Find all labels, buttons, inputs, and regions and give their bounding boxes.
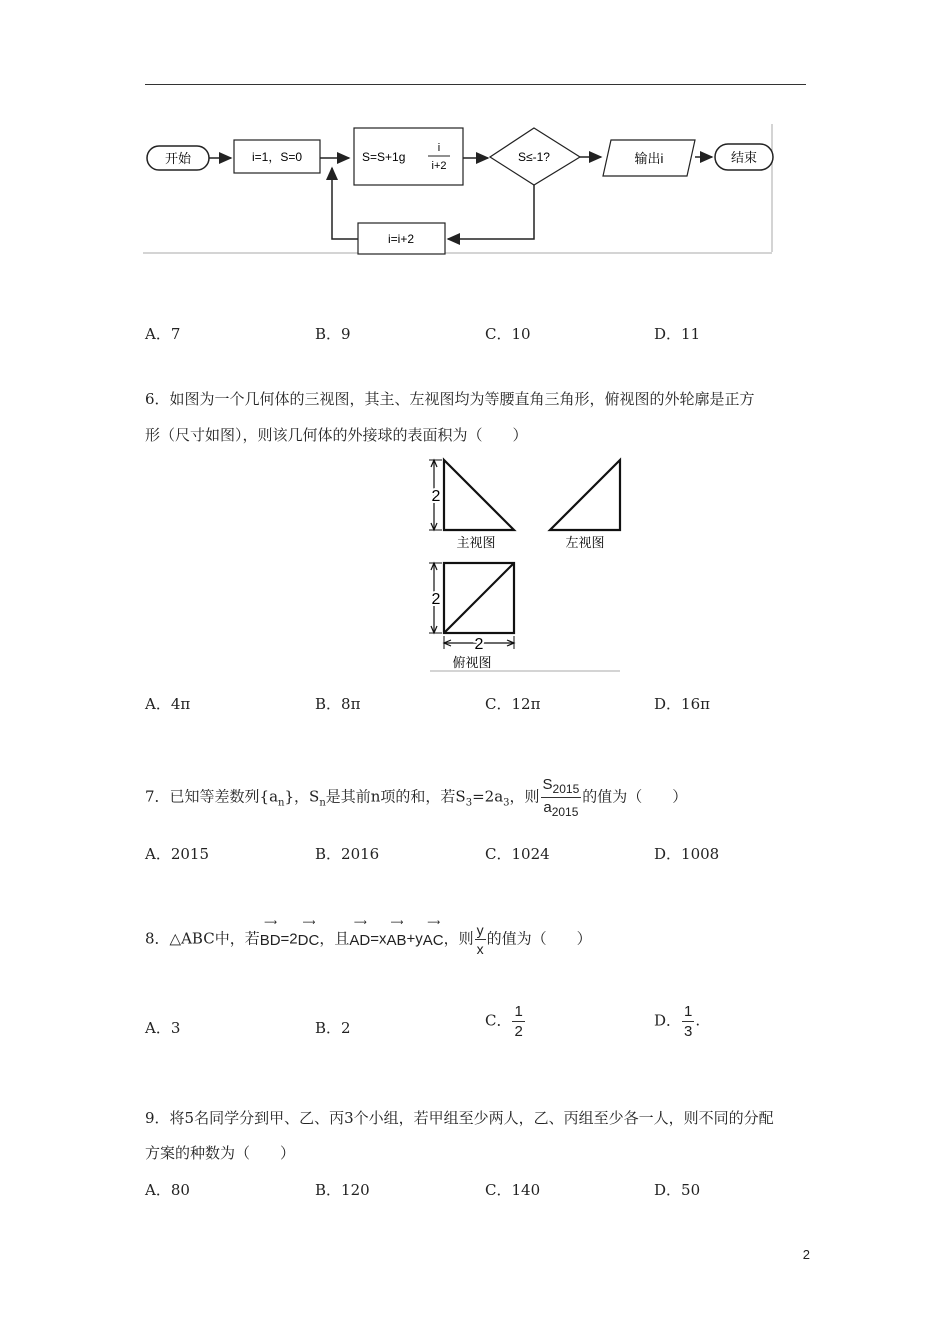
q9-line1: 9．将5名同学分到甲、乙、丙3个小组，若甲组至少两人，乙、丙组至少各一人，则不同的分配 (145, 1109, 774, 1127)
front-view-label: 主视图 (456, 535, 496, 550)
flow-output-label: 输出i (634, 151, 664, 166)
option-b: B．8π (315, 695, 361, 713)
top-view-label: 俯视图 (452, 655, 492, 670)
flow-update-left: S=S+1g (362, 150, 406, 164)
vector-ab: ⟶ AB (386, 917, 407, 949)
option-c: C．1024 (485, 845, 550, 863)
top-view-dim-v: 2 (431, 591, 441, 608)
option-b: B．2 (315, 1019, 351, 1037)
flow-start-label: 开始 (164, 151, 192, 166)
flow-init-label: i=1，S=0 (251, 150, 303, 164)
left-view-label: 左视图 (565, 535, 605, 550)
option-d: D． $\frac{1}{3}$ . (654, 1003, 701, 1040)
q7-stem: 7．已知等差数列$\{a_n\}$，$S_n$是其前n项的和，若$S_3=2a_3$，则 $\frac{S_{2015}}{a_{2015}}$ 的值为（ ） (145, 776, 688, 819)
q8-fraction: $\frac{y}{x}$ (476, 922, 484, 957)
option-a: A．7 (145, 325, 181, 343)
q7-fraction: $\frac{S_{2015}}{a_{2015}}$ (542, 776, 580, 819)
vector-ad: ⟶ AD (349, 917, 371, 949)
three-view-figure (420, 455, 625, 675)
top-view-dim-h: 2 (474, 636, 484, 653)
header-rule (145, 84, 806, 85)
flow-end-label: 结束 (730, 150, 758, 165)
vector-ac: ⟶ AC (422, 917, 444, 949)
flow-update-num: i (437, 142, 441, 154)
option-d: D．11 (654, 325, 701, 343)
q6-line2: 形（尺寸如图），则该几何体的外接球的表面积为（ ） (145, 426, 528, 444)
option-c: C．10 (485, 325, 531, 343)
option-b: B．9 (315, 325, 351, 343)
front-view-triangle (444, 460, 514, 530)
option-b: B．2016 (315, 845, 380, 863)
option-a: A．80 (145, 1181, 190, 1199)
vector-bd: ⟶ BD (259, 917, 281, 949)
flow-increment-label: i=i+2 (387, 232, 415, 246)
flowchart (143, 122, 775, 256)
option-b: B．120 (315, 1181, 370, 1199)
left-view-triangle (550, 460, 620, 530)
option-d: D．50 (654, 1181, 701, 1199)
option-c: C．140 (485, 1181, 541, 1199)
option-a: A．4π (145, 695, 191, 713)
vector-dc: ⟶ DC (297, 917, 320, 949)
option-a: A．2015 (145, 845, 210, 863)
flow-condition-label: S≤-1? (518, 150, 550, 164)
flow-update-den: i+2 (431, 160, 447, 172)
q8-stem: 8．△ABC中，若 ⟶ BD =2 ⟶ DC ，且 ⟶ AD =x ⟶ AB +y ⟶ AC ，则 $\frac{y}{x}$ 的值为（ ） (145, 917, 592, 957)
q6-line1: 6．如图为一个几何体的三视图，其主、左视图均为等腰直角三角形，俯视图的外轮廓是正方 (145, 390, 755, 408)
front-view-dim: 2 (431, 488, 441, 505)
option-a: A．3 (145, 1019, 181, 1037)
option-c: C． $\frac{1}{2}$ (485, 1003, 523, 1040)
option-d: D．1008 (654, 845, 720, 863)
page-number: 2 (802, 1247, 810, 1262)
option-d: D．16π (654, 695, 710, 713)
option-c: C．12π (485, 695, 541, 713)
q9-line2: 方案的种数为（ ） (145, 1144, 296, 1162)
